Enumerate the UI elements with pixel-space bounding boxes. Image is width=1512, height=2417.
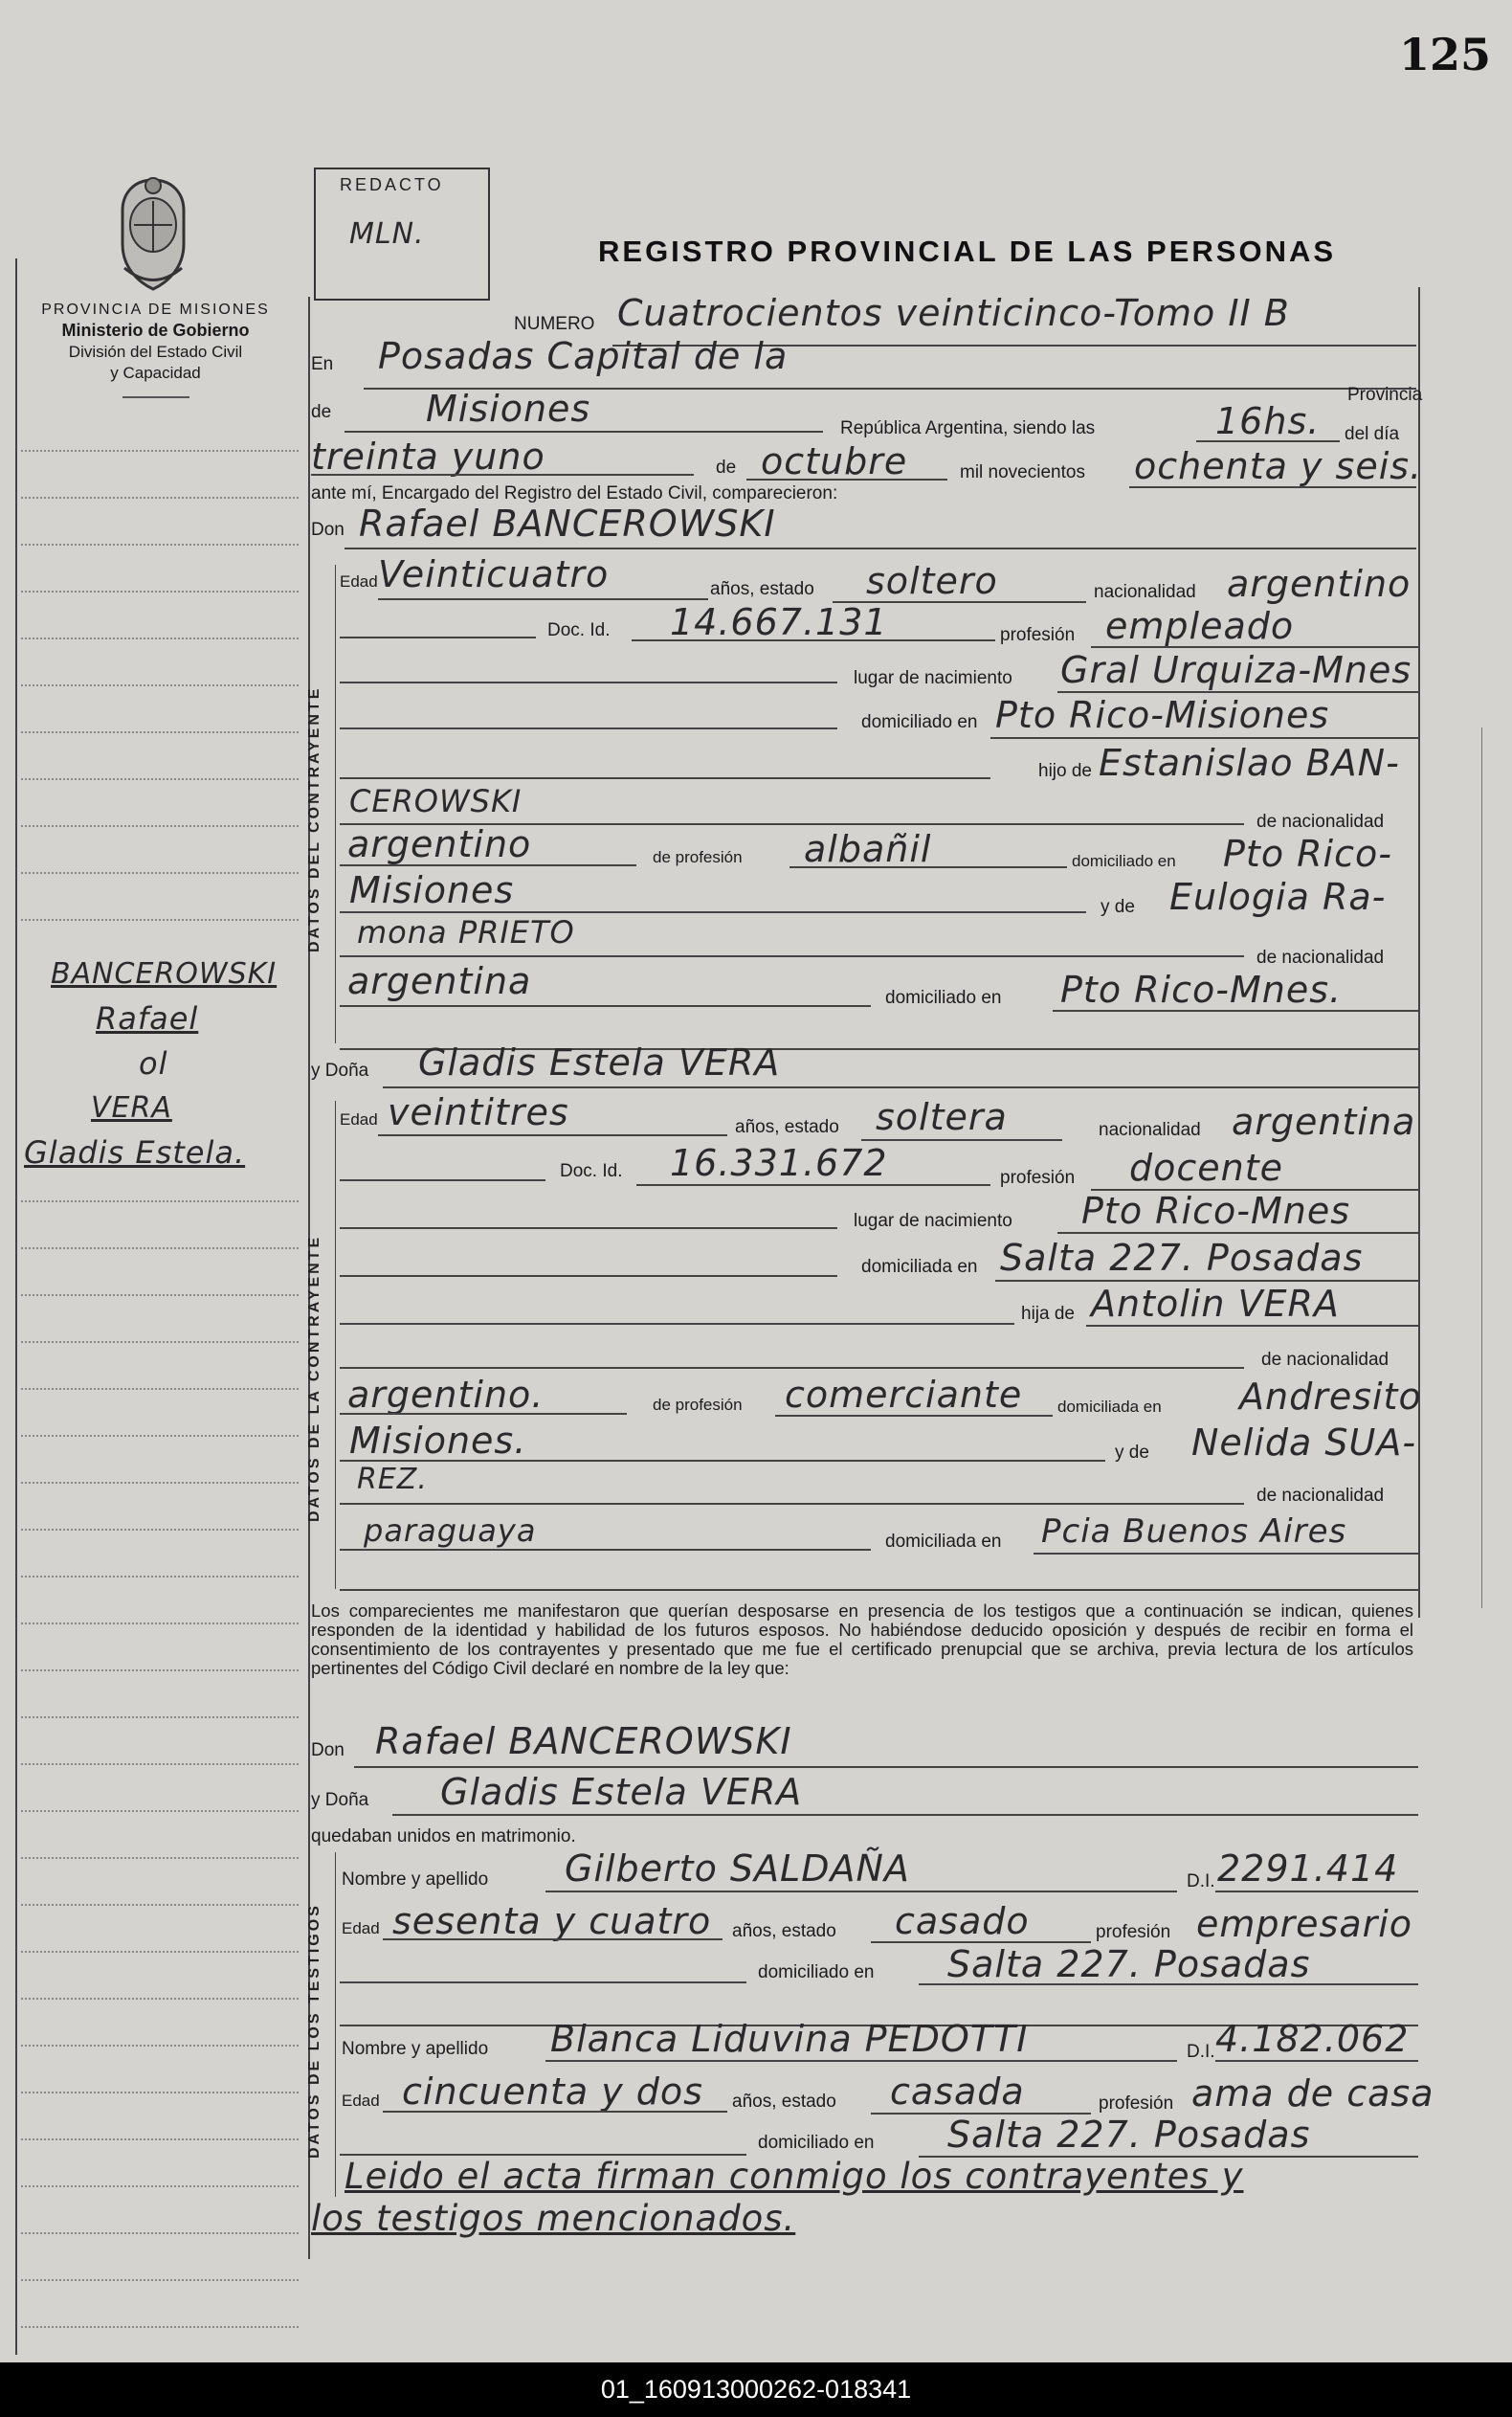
t2-domicilio: Salta 227. Posadas [947, 2114, 1311, 2156]
margin-rule [21, 2326, 299, 2328]
c1-lugar: Gral Urquiza-Mnes [1060, 649, 1412, 691]
margin-note-surname: BANCEROWSKI [51, 957, 278, 991]
redacto-label: REDACTO [340, 175, 444, 194]
t2-nombre: Blanca Liduvina PEDOTTI [550, 2018, 1029, 2060]
margin-rule [21, 1482, 299, 1484]
c1-doc: 14.667.131 [670, 601, 888, 643]
margin-rule [21, 1763, 299, 1765]
margin-note-name2: Gladis Estela. [24, 1134, 246, 1171]
margin-rule [21, 638, 299, 639]
t1-domicilio: Salta 227. Posadas [947, 1943, 1311, 1985]
margin-rule [21, 1810, 299, 1812]
province-block [19, 302, 292, 398]
t2-di: 4.182.062 [1215, 2018, 1410, 2060]
margin-rule [21, 825, 299, 827]
de-mes-label: de [716, 458, 737, 478]
c1-padre-a: Estanislao BAN- [1099, 742, 1400, 784]
en-label: En [311, 354, 334, 374]
c2-anios-label: años, estado [735, 1117, 839, 1137]
ministry-name: Ministerio de Gobierno [61, 321, 250, 340]
margin-rule [21, 2138, 299, 2140]
margin-rule [21, 591, 299, 593]
margin-rule [21, 1388, 299, 1390]
t1-estado: casado [895, 1900, 1030, 1942]
c2-padre-prof: comerciante [785, 1374, 1023, 1416]
margin-rule [21, 1247, 299, 1249]
c2-profesion: docente [1129, 1147, 1284, 1189]
t1-edad: sesenta y cuatro [392, 1900, 712, 1942]
declaration-text: Los comparecientes me manifestaron que querían desposarse en presencia de los testigos que a continuación se indican, quienes responden de la identidad y habilidad de los futuros esposos. No habiéndose deducido oposición y después de recibir en forma el consentimiento de los contrayentes y presentado que me fue el certificado prenupcial que se archiva, previa lectura de los artículos pertinentes del Código Civil declaré en nombre de la ley que: [311, 1600, 1413, 1678]
c1-madre-nac: argentina [347, 960, 532, 1002]
dona-value: Gladis Estela VERA [418, 1041, 781, 1084]
t1-di: 2291.414 [1217, 1847, 1399, 1890]
c2-madre-dom-label: domiciliada en [885, 1532, 1002, 1552]
provincia-label: Provincia [1347, 385, 1423, 405]
margin-rule [21, 684, 299, 686]
c1-edad: Veinticuatro [378, 553, 610, 595]
c2-dom-label: domiciliada en [861, 1257, 978, 1277]
margin-rule [21, 1341, 299, 1343]
margin-rule [21, 1529, 299, 1531]
c2-domicilio: Salta 227. Posadas [1000, 1237, 1364, 1279]
margin-rule [21, 2185, 299, 2187]
c2-estado: soltera [876, 1096, 1008, 1138]
margin-rule [21, 1998, 299, 2000]
margin-note-surname2: VERA [91, 1091, 172, 1125]
c2-lugar-label: lugar de nacimiento [854, 1211, 1012, 1231]
c1-de-nac-label2: de nacionalidad [1256, 948, 1385, 968]
redacto-value: MLN. [349, 217, 425, 251]
coat-of-arms-seal [105, 172, 201, 297]
t2-profesion: ama de casa [1191, 2072, 1434, 2115]
c2-nacionalidad: argentina [1232, 1101, 1416, 1143]
c2-de-nac-label2: de nacionalidad [1256, 1486, 1385, 1506]
c1-y-de-label: y de [1101, 897, 1135, 917]
t2-prof-label: profesión [1099, 2093, 1174, 2114]
c1-anios-label: años, estado [710, 579, 814, 599]
c2-edad-label: Edad [340, 1110, 378, 1129]
c1-padre-dom-a: Pto Rico- [1223, 833, 1392, 875]
c1-profesion: empleado [1105, 605, 1295, 647]
c1-de-nac-label: de nacionalidad [1256, 812, 1385, 832]
mes-value: octubre [761, 440, 908, 482]
c1-domicilio: Pto Rico-Misiones [995, 694, 1330, 736]
margin-rule [21, 919, 299, 921]
t1-di-label: D.I. [1187, 1871, 1215, 1891]
c1-padre-prof: albañil [804, 828, 932, 870]
c1-nac-label: nacionalidad [1094, 582, 1196, 602]
margin-rule [21, 2232, 299, 2234]
don-label: Don [311, 520, 345, 540]
margin-rule [21, 497, 299, 499]
side-label-contrayente: DATOS DEL CONTRAYENTE [306, 685, 322, 952]
de-label: de [311, 402, 332, 422]
t1-profesion: empresario [1196, 1903, 1413, 1945]
republica-label: República Argentina, siendo las [840, 418, 1096, 438]
numero-label: NUMERO [514, 314, 595, 334]
margin-rule [21, 1669, 299, 1671]
province-name: PROVINCIA DE MISIONES [41, 302, 270, 318]
c2-padre: Antolin VERA [1091, 1283, 1340, 1325]
c2-doc: 16.331.672 [670, 1142, 888, 1184]
mil-label: mil novecientos [960, 462, 1085, 482]
c2-padre-dom-label: domiciliada en [1057, 1398, 1162, 1416]
c2-nac-label: nacionalidad [1099, 1120, 1201, 1140]
margin-note-conj: ol [139, 1045, 168, 1082]
t2-anios-label: años, estado [732, 2092, 836, 2112]
t1-nombre-label: Nombre y apellido [342, 1869, 489, 1890]
t2-nombre-label: Nombre y apellido [342, 2039, 489, 2059]
c2-madre-b: REZ. [357, 1463, 428, 1496]
c1-madre-dom: Pto Rico-Mnes. [1060, 969, 1343, 1011]
c2-padre-dom-a: Andresito [1239, 1376, 1422, 1418]
de-value: Misiones [426, 388, 591, 430]
del-dia-label: del día [1345, 424, 1400, 444]
c1-de-prof-label: de profesión [653, 848, 743, 866]
c2-padre-dom-b: Misiones. [349, 1420, 527, 1462]
closing-line-2: los testigos mencionados. [311, 2198, 796, 2239]
c2-prof-label: profesión [1000, 1168, 1076, 1188]
t2-dom-label: domiciliado en [758, 2133, 875, 2153]
c2-de-prof-label: de profesión [653, 1396, 743, 1414]
margin-rule [21, 2279, 299, 2281]
dia-value: treinta yuno [311, 436, 545, 478]
t2-edad-label: Edad [342, 2092, 380, 2110]
t1-anios-label: años, estado [732, 1921, 836, 1941]
c1-padre-b: CEROWSKI [349, 783, 523, 819]
margin-rule [21, 731, 299, 733]
margin-rule [21, 1200, 299, 1202]
c1-padre-nac: argentino [347, 823, 532, 865]
anio-value: ochenta y seis. [1134, 445, 1423, 487]
ante-label: ante mí, Encargado del Registro del Estado Civil, comparecieron: [311, 483, 838, 504]
margin-rule [21, 1904, 299, 1906]
margin-rule [21, 1435, 299, 1437]
redacto-box [314, 168, 490, 301]
margin-rule [21, 2092, 299, 2093]
c1-doc-label: Doc. Id. [547, 620, 611, 640]
c2-y-de-label: y de [1115, 1443, 1149, 1463]
page-number: 125 [1399, 29, 1492, 80]
margin-rule [21, 1951, 299, 1953]
c1-edad-label: Edad [340, 572, 378, 591]
union-quedaban: quedaban unidos en matrimonio. [311, 1826, 576, 1846]
document-title: REGISTRO PROVINCIAL DE LAS PERSONAS [598, 235, 1337, 268]
margin-rule [21, 1294, 299, 1296]
t1-edad-label: Edad [342, 1919, 380, 1937]
c1-prof-label: profesión [1000, 625, 1076, 645]
c1-madre-dom-label: domiciliado en [885, 988, 1002, 1008]
t1-prof-label: profesión [1096, 1922, 1171, 1942]
c1-madre-b: mona PRIETO [357, 914, 575, 951]
closing-line-1: Leido el acta firman conmigo los contrayentes y [345, 2156, 1244, 2197]
footer-id: 01_160913000262-018341 [0, 2362, 1512, 2417]
c1-nacionalidad: argentino [1227, 563, 1412, 605]
division-name: División del Estado Civil [68, 343, 243, 361]
margin-rule [21, 1623, 299, 1624]
t1-dom-label: domiciliado en [758, 1962, 875, 1982]
c2-lugar: Pto Rico-Mnes [1081, 1190, 1351, 1232]
c2-de-nac-label: de nacionalidad [1261, 1350, 1390, 1370]
c1-lugar-label: lugar de nacimiento [854, 668, 1012, 688]
union-dona-value: Gladis Estela VERA [440, 1771, 803, 1813]
margin-rule [21, 1857, 299, 1859]
dona-label: y Doña [311, 1061, 369, 1081]
c2-padre-nac: argentino. [347, 1374, 545, 1416]
margin-rule [21, 1576, 299, 1578]
margin-rule [21, 544, 299, 546]
c1-hijo-label: hijo de [1038, 761, 1092, 781]
union-dona-label: y Doña [311, 1790, 369, 1810]
c2-madre-dom: Pcia Buenos Aires [1041, 1512, 1347, 1551]
margin-rule [21, 1716, 299, 1718]
c2-hija-label: hija de [1021, 1304, 1075, 1324]
en-value: Posadas Capital de la [378, 335, 789, 377]
union-don-label: Don [311, 1740, 345, 1760]
c1-padre-dom-label: domiciliado en [1072, 852, 1176, 870]
t2-estado: casada [890, 2070, 1025, 2113]
t2-edad: cincuenta y dos [402, 2070, 703, 2113]
division-sub: y Capacidad [110, 364, 201, 382]
margin-rule [21, 872, 299, 874]
t2-di-label: D.I. [1187, 2042, 1215, 2062]
hora-value: 16hs. [1215, 400, 1321, 442]
union-don-value: Rafael BANCEROWSKI [375, 1720, 792, 1762]
c2-doc-label: Doc. Id. [560, 1161, 623, 1181]
side-label-contrayente2: DATOS DE LA CONTRAYENTE [306, 1234, 322, 1522]
c1-dom-label: domiciliado en [861, 712, 978, 732]
c2-madre-nac: paraguaya [364, 1512, 537, 1549]
margin-rule [21, 450, 299, 452]
margin-rule [21, 2045, 299, 2047]
c1-padre-dom-b: Misiones [349, 869, 515, 911]
margin-note-name: Rafael [96, 1000, 199, 1037]
t1-nombre: Gilberto SALDAÑA [565, 1847, 910, 1890]
side-label-testigos: DATOS DE LOS TESTIGOS [306, 1903, 322, 2159]
c2-edad: veintitres [388, 1091, 569, 1133]
c2-madre-a: Nelida SUA- [1191, 1421, 1417, 1464]
c1-madre-a: Eulogia Ra- [1169, 876, 1387, 918]
numero-value: Cuatrocientos veinticinco-Tomo II B [617, 292, 1290, 334]
c1-estado: soltero [866, 560, 998, 602]
don-value: Rafael BANCEROWSKI [359, 503, 776, 545]
margin-rule [21, 778, 299, 780]
